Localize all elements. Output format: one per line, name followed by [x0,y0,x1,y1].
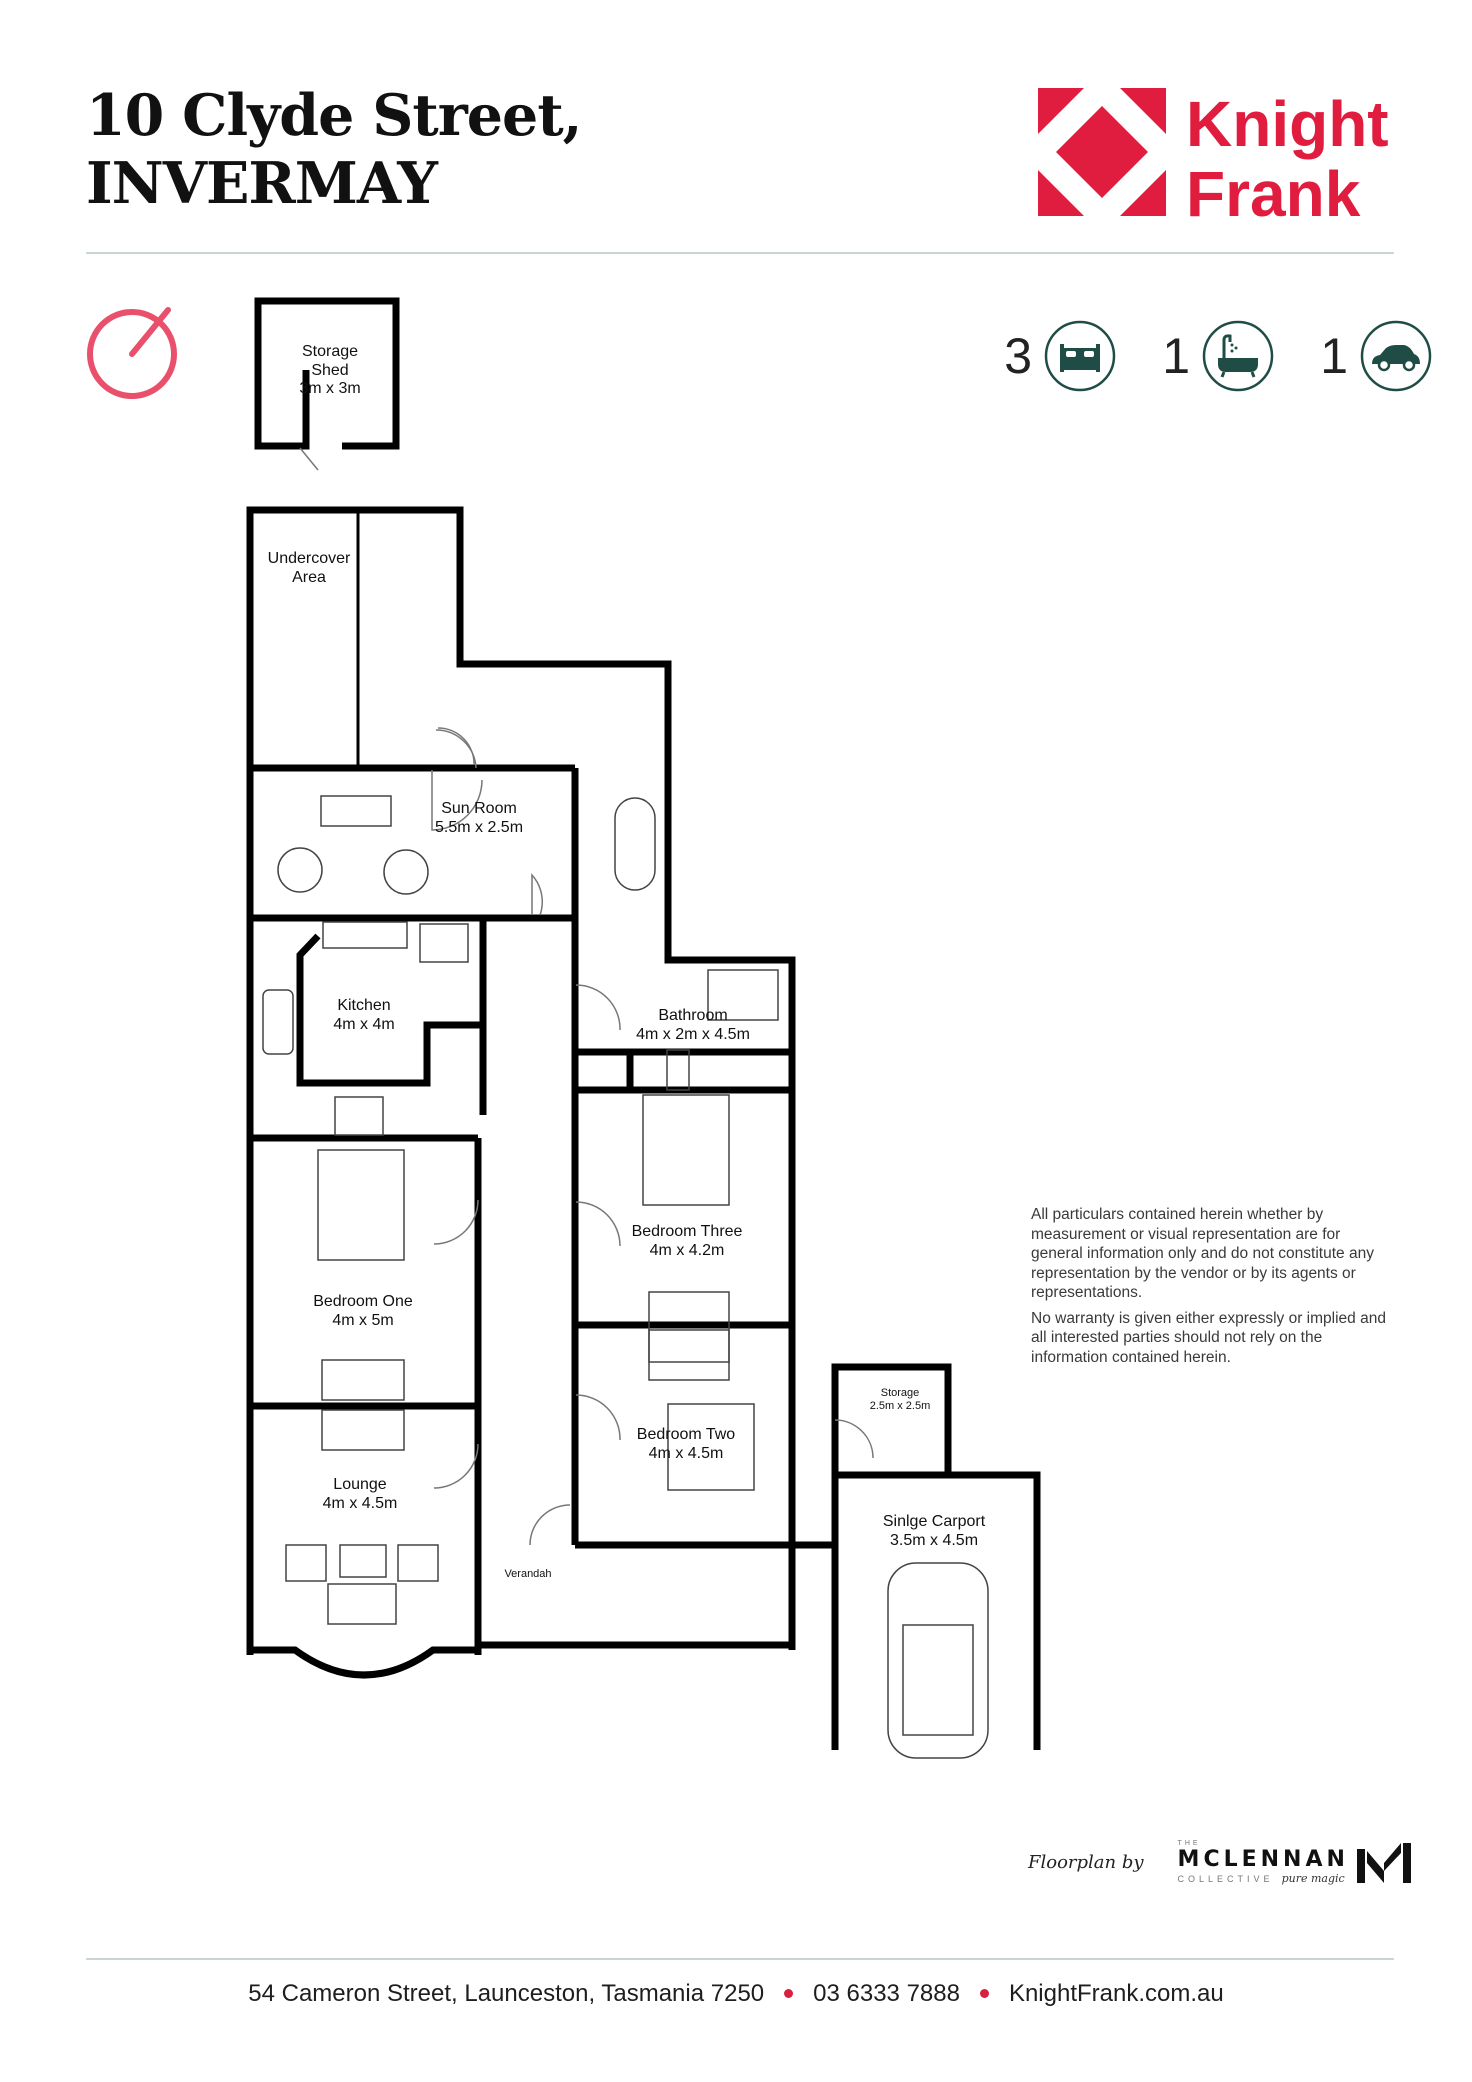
mclennan-script: pure magic [1281,1872,1345,1885]
footer [0,1980,1472,2008]
footer-divider [86,1958,1394,1960]
address-line-2: INVERMAY [86,150,437,217]
verandah-label: Verandah [504,1568,552,1580]
bathroom-label: Bathroom 4m x 2m x 4.5m [636,1007,750,1043]
sun-room-label: Sun Room 5.5m x 2.5m [434,800,524,836]
brand-knight: Knight [1186,88,1389,160]
bedroom-one-label: Bedroom One 4m x 5m [313,1293,413,1329]
undercover-area-label: Undercover Area [267,550,351,586]
footer-address: 54 Cameron Street, Launceston, Tasmania 7250 [248,1980,765,2007]
credit-label: Floorplan by [1028,1852,1144,1873]
brand-frank: Frank [1186,158,1361,223]
footer-website[interactable]: KnightFrank.com.au [1008,1980,1224,2007]
room-labels [268,343,986,1580]
mclennan-logo [1178,1840,1349,1885]
bedroom-three-label: Bedroom Three 4m x 4.2m [631,1223,743,1259]
mclennan-sub: COLLECTIVE [1177,1873,1274,1884]
mclennan-mark-icon [1357,1843,1411,1883]
floorplan-credit [1028,1840,1411,1885]
disclaimer-paragraph-1: All particulars contained herein whether by measurement or visual representation are for general information only and do not constitute any representation by the vendor or by its agents or representations. [1031,1206,1374,1301]
footer-separator [784,1989,793,1998]
footer-separator [980,1989,989,1998]
car-spaces-count: 1 [1320,328,1348,384]
mclennan-pre: THE [1177,1840,1201,1847]
disclaimer-paragraph-2: No warranty is given either expressly or implied and all interested parties should not rely on the information contained herein. [1031,1309,1386,1366]
furniture [263,796,988,1758]
storage-label: Storage 2.5m x 2.5m [869,1387,931,1412]
kitchen-label: Kitchen 4m x 4m [333,997,395,1033]
lounge-label: Lounge 4m x 4.5m [322,1476,398,1512]
footer-phone[interactable]: 03 6333 7888 [813,1980,960,2007]
carport-label: Sinlge Carport 3.5m x 4.5m [882,1513,986,1549]
bathrooms-count: 1 [1162,328,1190,384]
mclennan-name: MCLENNAN [1177,1847,1349,1872]
bedroom-two-label: Bedroom Two 4m x 4.5m [636,1426,736,1462]
disclaimer [1031,1205,1391,1373]
storage-shed-label: Storage Shed 3m x 3m [299,343,361,397]
address-line-1: 10 Clyde Street, [86,82,582,149]
bedrooms-count: 3 [1004,328,1032,384]
